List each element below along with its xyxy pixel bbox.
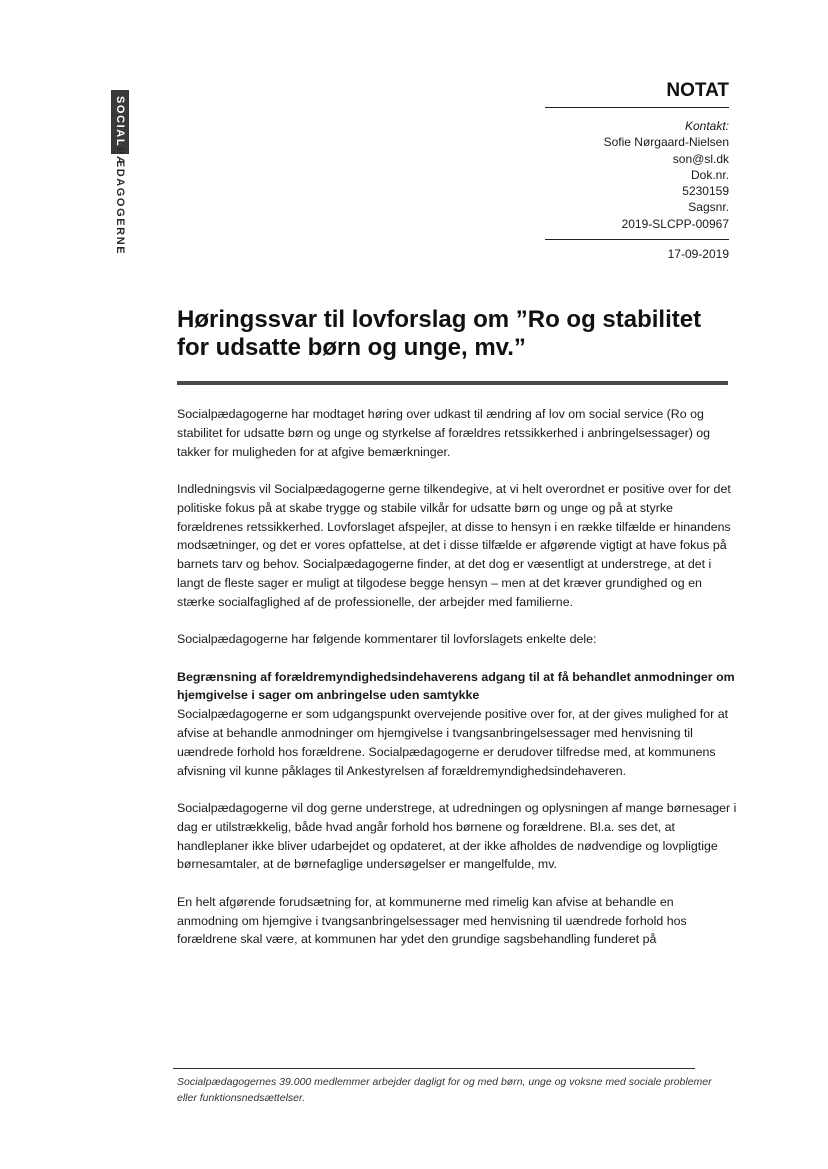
title-line-2: for udsatte børn og unge, mv.” [177,334,526,361]
header-divider-top [545,107,729,108]
doc-no-label: Dok.nr. [690,167,729,182]
contact-label: Kontakt: [684,119,729,133]
case-no: 2019-SLCPP-00967 [621,216,729,231]
header-divider-bottom [545,239,729,240]
contact-email: son@sl.dk [672,151,729,166]
brand-logo-text [111,96,129,255]
paragraph-section-3: En helt afgørende forudsætning for, at kommunerne med rimelig kan afvise at behandle en anmodning om hjemgive i tvangsanbringelsessager med henvisning til uændrede forhold hos forældrene skal være, at kommunen har ydet den grundige sagsbehandling funderet på [177,894,687,947]
case-no-label: Sagsnr. [688,200,729,215]
section-subheading: Begrænsning af forældremyndighedsindehaverens adgang til at få behandlet anmodninger om hjemgivelse i sager om anbringelse uden samtykke [177,669,735,703]
document-type: NOTAT [666,80,729,101]
title-line-1: Høringssvar til lovforslag om ”Ro og stabilitet [177,306,702,333]
body-text [177,405,737,968]
paragraph-section-2: Socialpædagogerne vil dog gerne understrege, at udredningen og oplysningen af mange børnesager i dag er utilstrækkelig, både hvad angår forhold hos børnene og forældrene. Bl.a. ses det, at handleplaner ikke bliver udarbejdet og opdateret, at der ikke afholdes de nødvendige og lovpligtige børnesamtaler, at de børnefaglige undersøgelser er mangelfulde, mv. [177,800,737,872]
contact-name: Sofie Nørgaard-Nielsen [603,135,729,150]
document-title [177,306,737,362]
title-divider [177,381,728,385]
contact-block [604,118,729,232]
doc-no: 5230159 [682,184,729,199]
paragraph-intro: Socialpædagogerne har modtaget høring over udkast til ændring af lov om social service (Ro og stabilitet for udsatte børn og unge og styrkelse af forældres retssikkerhed i anbringelsessager) og takker for muligheden for at afgive bemærkninger. [177,407,711,459]
paragraph-position: Indledningsvis vil Socialpædagogerne gerne tilkendegive, at vi helt overordnet er positive over for det politiske fokus på at skabe trygge og stabile vilkår for udsatte børn og unge og på at styrke forældrenes retssikkerhed. Lovforslaget afspejler, at disse to hensyn i en række tilfælde er hinandens modsætninger, og det er vores opfattelse, at det i disse tilfælde er afgørende vigtigt at have fokus på barnets tarv og behov. Socialpædagogerne finder, at det dog er væsentligt at understrege, at det i langt de fleste sager er muligt at tilgodese begge hensyn – men at det kræver grundighed og en stærke socialfaglighed af de professionelle, der arbejder med familierne. [177,481,731,609]
document-date: 17-09-2019 [667,247,729,261]
brand-name-part2: PÆDAGOGERNE [114,147,126,256]
footer-note: Socialpædagogernes 39.000 medlemmer arbejder dagligt for og med børn, unge og voksne med sociale problemer eller funktionsnedsættelser. [177,1076,712,1104]
footer-divider [173,1068,695,1069]
paragraph-comments-lead: Socialpædagogerne har følgende kommentarer til lovforslagets enkelte dele: [177,632,597,647]
paragraph-section-1: Socialpædagogerne er som udgangspunkt overvejende positive over for, at der gives mulighed for at afvise at behandle anmodninger om hjemgivelse i tvangsanbringelsessager med henvisning til uændrede forhold hos forældrene. Socialpædagogerne er derudover tilfredse med, at kommunens afvisning vil kunne påklages til Ankestyrelsen af forældremyndighedsindehaveren. [177,707,729,778]
brand-name-part1: SOCIAL [114,96,126,148]
